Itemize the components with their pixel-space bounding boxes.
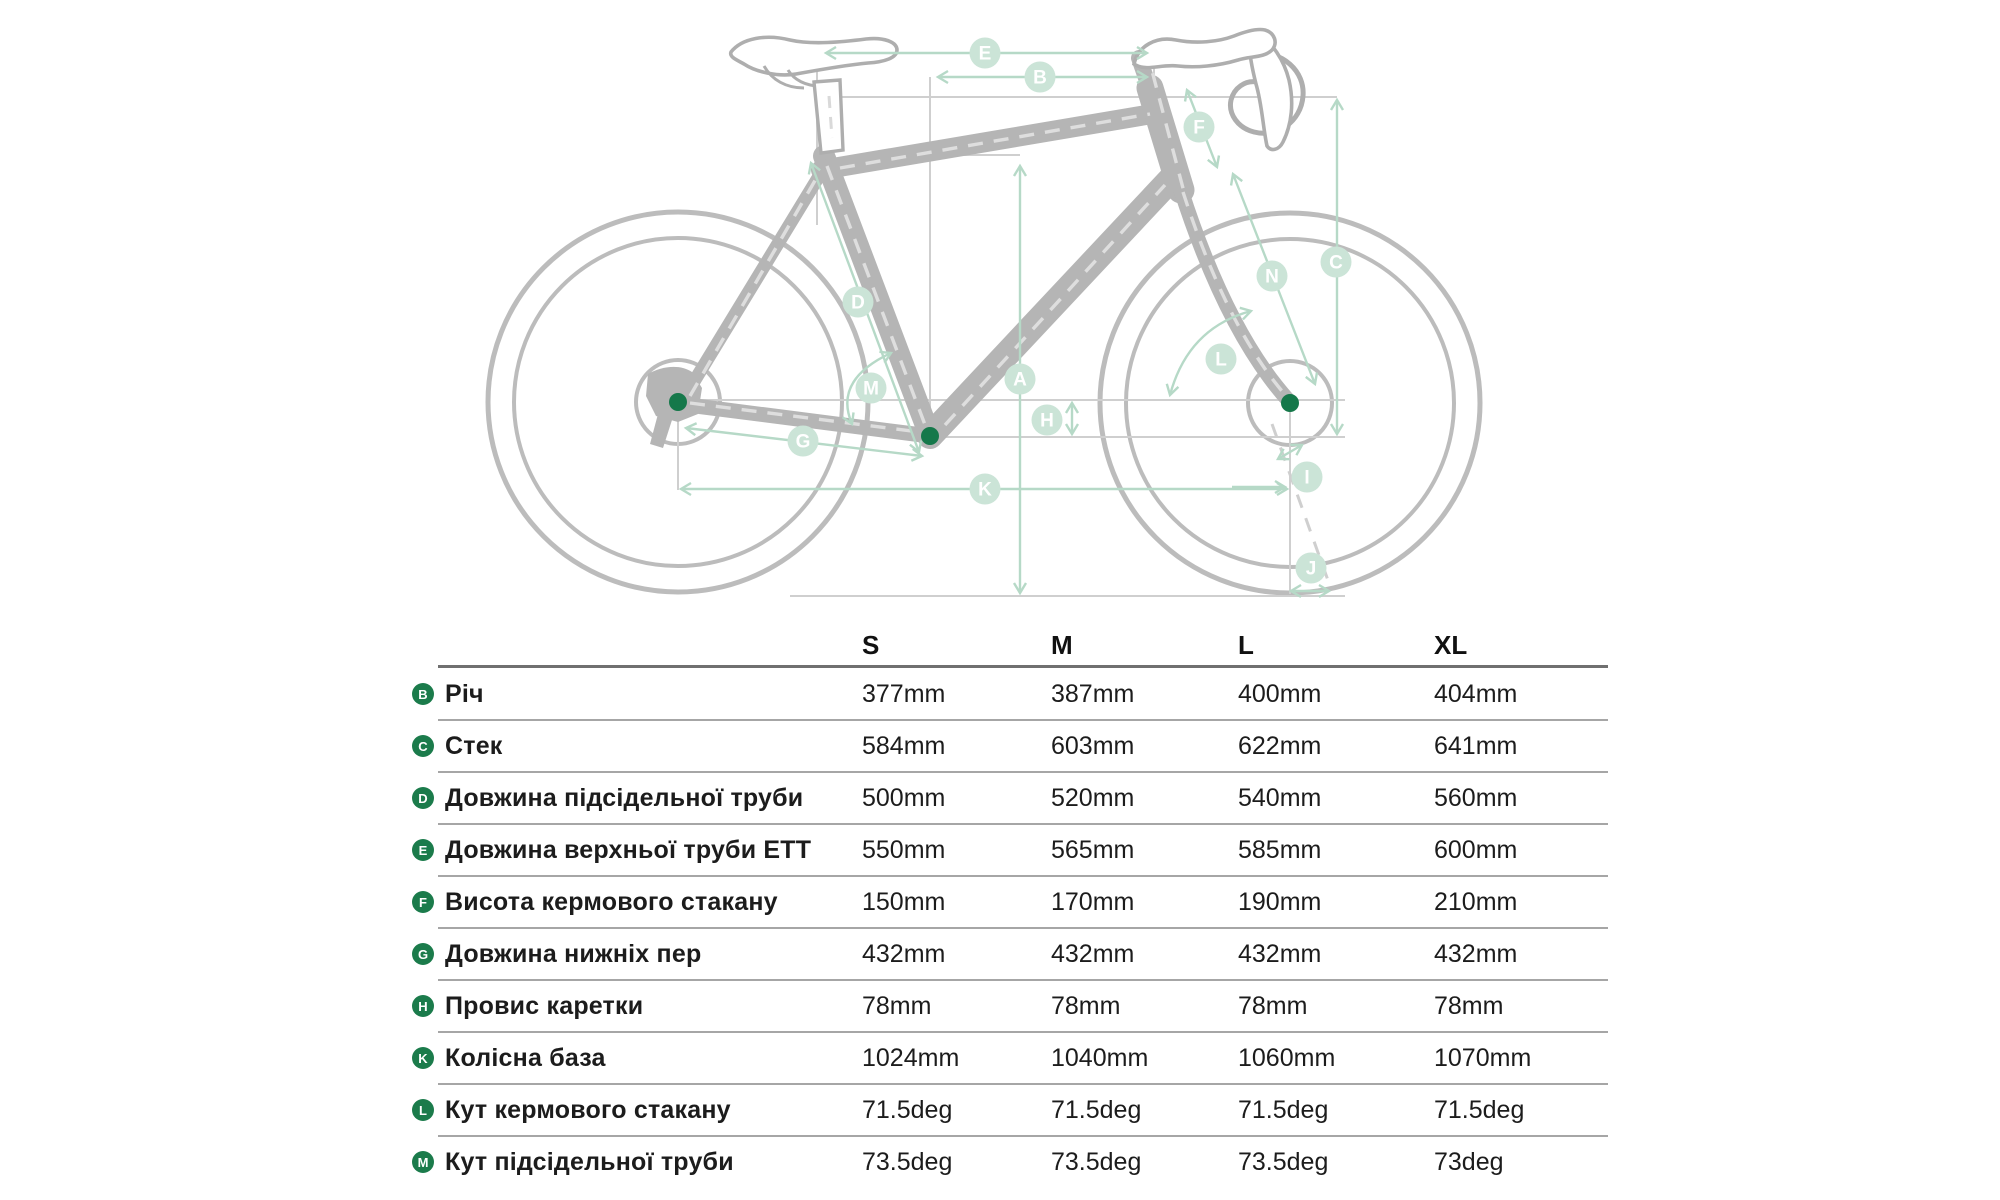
row-letter-badge: K (412, 1047, 434, 1069)
table-row (400, 928, 1608, 980)
table-row (400, 824, 1608, 876)
diagram-marker-G (788, 426, 819, 457)
row-value-m: 78mm (1051, 991, 1121, 1020)
svg-text:K: K (978, 479, 992, 501)
svg-text:C: C (1329, 252, 1343, 274)
row-value-s: 500mm (862, 783, 946, 812)
row-value-s: 550mm (862, 835, 946, 864)
size-header-m: M (1051, 630, 1073, 660)
size-header-xl: XL (1434, 630, 1468, 660)
row-value-l: 1060mm (1238, 1043, 1336, 1072)
diagram-marker-E (970, 38, 1001, 69)
front-axle-point (1281, 394, 1299, 412)
row-value-xl: 641mm (1434, 731, 1518, 760)
svg-text:B: B (1033, 67, 1047, 89)
row-letter-badge: E (412, 839, 434, 861)
row-badge-cell (400, 1047, 445, 1069)
row-letter-badge: H (412, 995, 434, 1017)
row-label: Колісна база (445, 1043, 606, 1072)
row-badge-cell (400, 787, 445, 809)
row-label: Провис каретки (445, 991, 644, 1020)
size-header-l: L (1238, 630, 1254, 660)
row-value-xl: 560mm (1434, 783, 1518, 812)
row-value-xl: 432mm (1434, 939, 1518, 968)
table-row (400, 980, 1608, 1032)
row-label: Стек (445, 731, 503, 760)
table-row (400, 772, 1608, 824)
svg-text:D: D (851, 292, 865, 314)
bottom-bracket-point (921, 427, 939, 445)
row-letter-badge: F (412, 891, 434, 913)
row-value-s: 73.5deg (862, 1147, 953, 1176)
row-value-l: 190mm (1238, 887, 1322, 916)
row-letter-badge: C (412, 735, 434, 757)
row-letter-badge: D (412, 787, 434, 809)
row-label: Річ (445, 679, 484, 708)
diagram-marker-C (1321, 247, 1352, 278)
size-header-row (400, 626, 1608, 668)
row-value-m: 432mm (1051, 939, 1135, 968)
diagram-marker-D (843, 287, 874, 318)
row-value-s: 584mm (862, 731, 946, 760)
reference-lines (678, 42, 1345, 596)
row-value-l: 71.5deg (1238, 1095, 1329, 1124)
table-row (400, 668, 1608, 720)
row-value-xl: 73deg (1434, 1147, 1504, 1176)
row-value-s: 377mm (862, 679, 946, 708)
svg-text:E: E (978, 43, 992, 65)
row-badge-cell (400, 1151, 445, 1173)
svg-text:A: A (1013, 369, 1027, 391)
row-value-m: 170mm (1051, 887, 1135, 916)
row-value-l: 78mm (1238, 991, 1308, 1020)
row-letter-badge: G (412, 943, 434, 965)
row-value-m: 387mm (1051, 679, 1135, 708)
row-label: Довжина нижніх пер (445, 939, 702, 968)
row-value-m: 1040mm (1051, 1043, 1149, 1072)
svg-text:I: I (1304, 467, 1310, 489)
diagram-marker-B (1025, 62, 1056, 93)
row-badge-cell (400, 735, 445, 757)
diagram-marker-F (1184, 112, 1215, 143)
row-letter-badge: M (412, 1151, 434, 1173)
row-value-s: 1024mm (862, 1043, 960, 1072)
diagram-marker-L (1206, 344, 1237, 375)
row-badge-cell (400, 995, 445, 1017)
table-row (400, 1136, 1608, 1188)
diagram-marker-J (1296, 553, 1327, 584)
row-value-xl: 1070mm (1434, 1043, 1532, 1072)
table-row (400, 1084, 1608, 1136)
row-value-m: 73.5deg (1051, 1147, 1142, 1176)
row-value-l: 432mm (1238, 939, 1322, 968)
row-value-xl: 404mm (1434, 679, 1518, 708)
row-badge-cell (400, 839, 445, 861)
table-row (400, 720, 1608, 772)
row-value-s: 71.5deg (862, 1095, 953, 1124)
svg-text:N: N (1265, 266, 1279, 288)
table-row (400, 1032, 1608, 1084)
diagram-marker-N (1257, 261, 1288, 292)
table-row (400, 876, 1608, 928)
svg-text:L: L (1215, 349, 1227, 371)
row-value-l: 73.5deg (1238, 1147, 1329, 1176)
row-letter-badge: L (412, 1099, 434, 1121)
row-letter-badge: B (412, 683, 434, 705)
row-badge-cell (400, 943, 445, 965)
diagram-marker-M (856, 373, 887, 404)
svg-text:H: H (1040, 410, 1054, 432)
row-value-xl: 210mm (1434, 887, 1518, 916)
row-value-m: 71.5deg (1051, 1095, 1142, 1124)
diagram-marker-K (970, 474, 1001, 505)
row-value-s: 78mm (862, 991, 932, 1020)
diagram-marker-I (1292, 462, 1323, 493)
svg-text:G: G (795, 431, 811, 453)
row-label: Кут підсідельної труби (445, 1147, 734, 1176)
row-label: Довжина верхньої труби ETT (445, 835, 812, 864)
diagram-marker-A (1005, 364, 1036, 395)
row-badge-cell (400, 683, 445, 705)
svg-text:J: J (1305, 558, 1317, 580)
row-value-m: 520mm (1051, 783, 1135, 812)
row-value-l: 540mm (1238, 783, 1322, 812)
row-value-m: 603mm (1051, 731, 1135, 760)
row-value-m: 565mm (1051, 835, 1135, 864)
rear-axle-point (669, 393, 687, 411)
svg-text:F: F (1193, 117, 1205, 139)
seatpost (814, 80, 843, 153)
row-value-s: 432mm (862, 939, 946, 968)
diagram-marker-H (1032, 405, 1063, 436)
row-value-l: 400mm (1238, 679, 1322, 708)
row-label: Висота кермового стакану (445, 887, 778, 916)
row-value-l: 585mm (1238, 835, 1322, 864)
row-value-xl: 78mm (1434, 991, 1504, 1020)
size-header-s: S (862, 630, 880, 660)
row-label: Довжина підсідельної труби (445, 783, 804, 812)
row-badge-cell (400, 891, 445, 913)
row-badge-cell (400, 1099, 445, 1121)
row-value-xl: 600mm (1434, 835, 1518, 864)
row-label: Кут кермового стакану (445, 1095, 731, 1124)
svg-text:M: M (863, 378, 879, 400)
row-value-l: 622mm (1238, 731, 1322, 760)
geometry-table (400, 626, 1608, 1188)
row-value-s: 150mm (862, 887, 946, 916)
row-value-xl: 71.5deg (1434, 1095, 1525, 1124)
